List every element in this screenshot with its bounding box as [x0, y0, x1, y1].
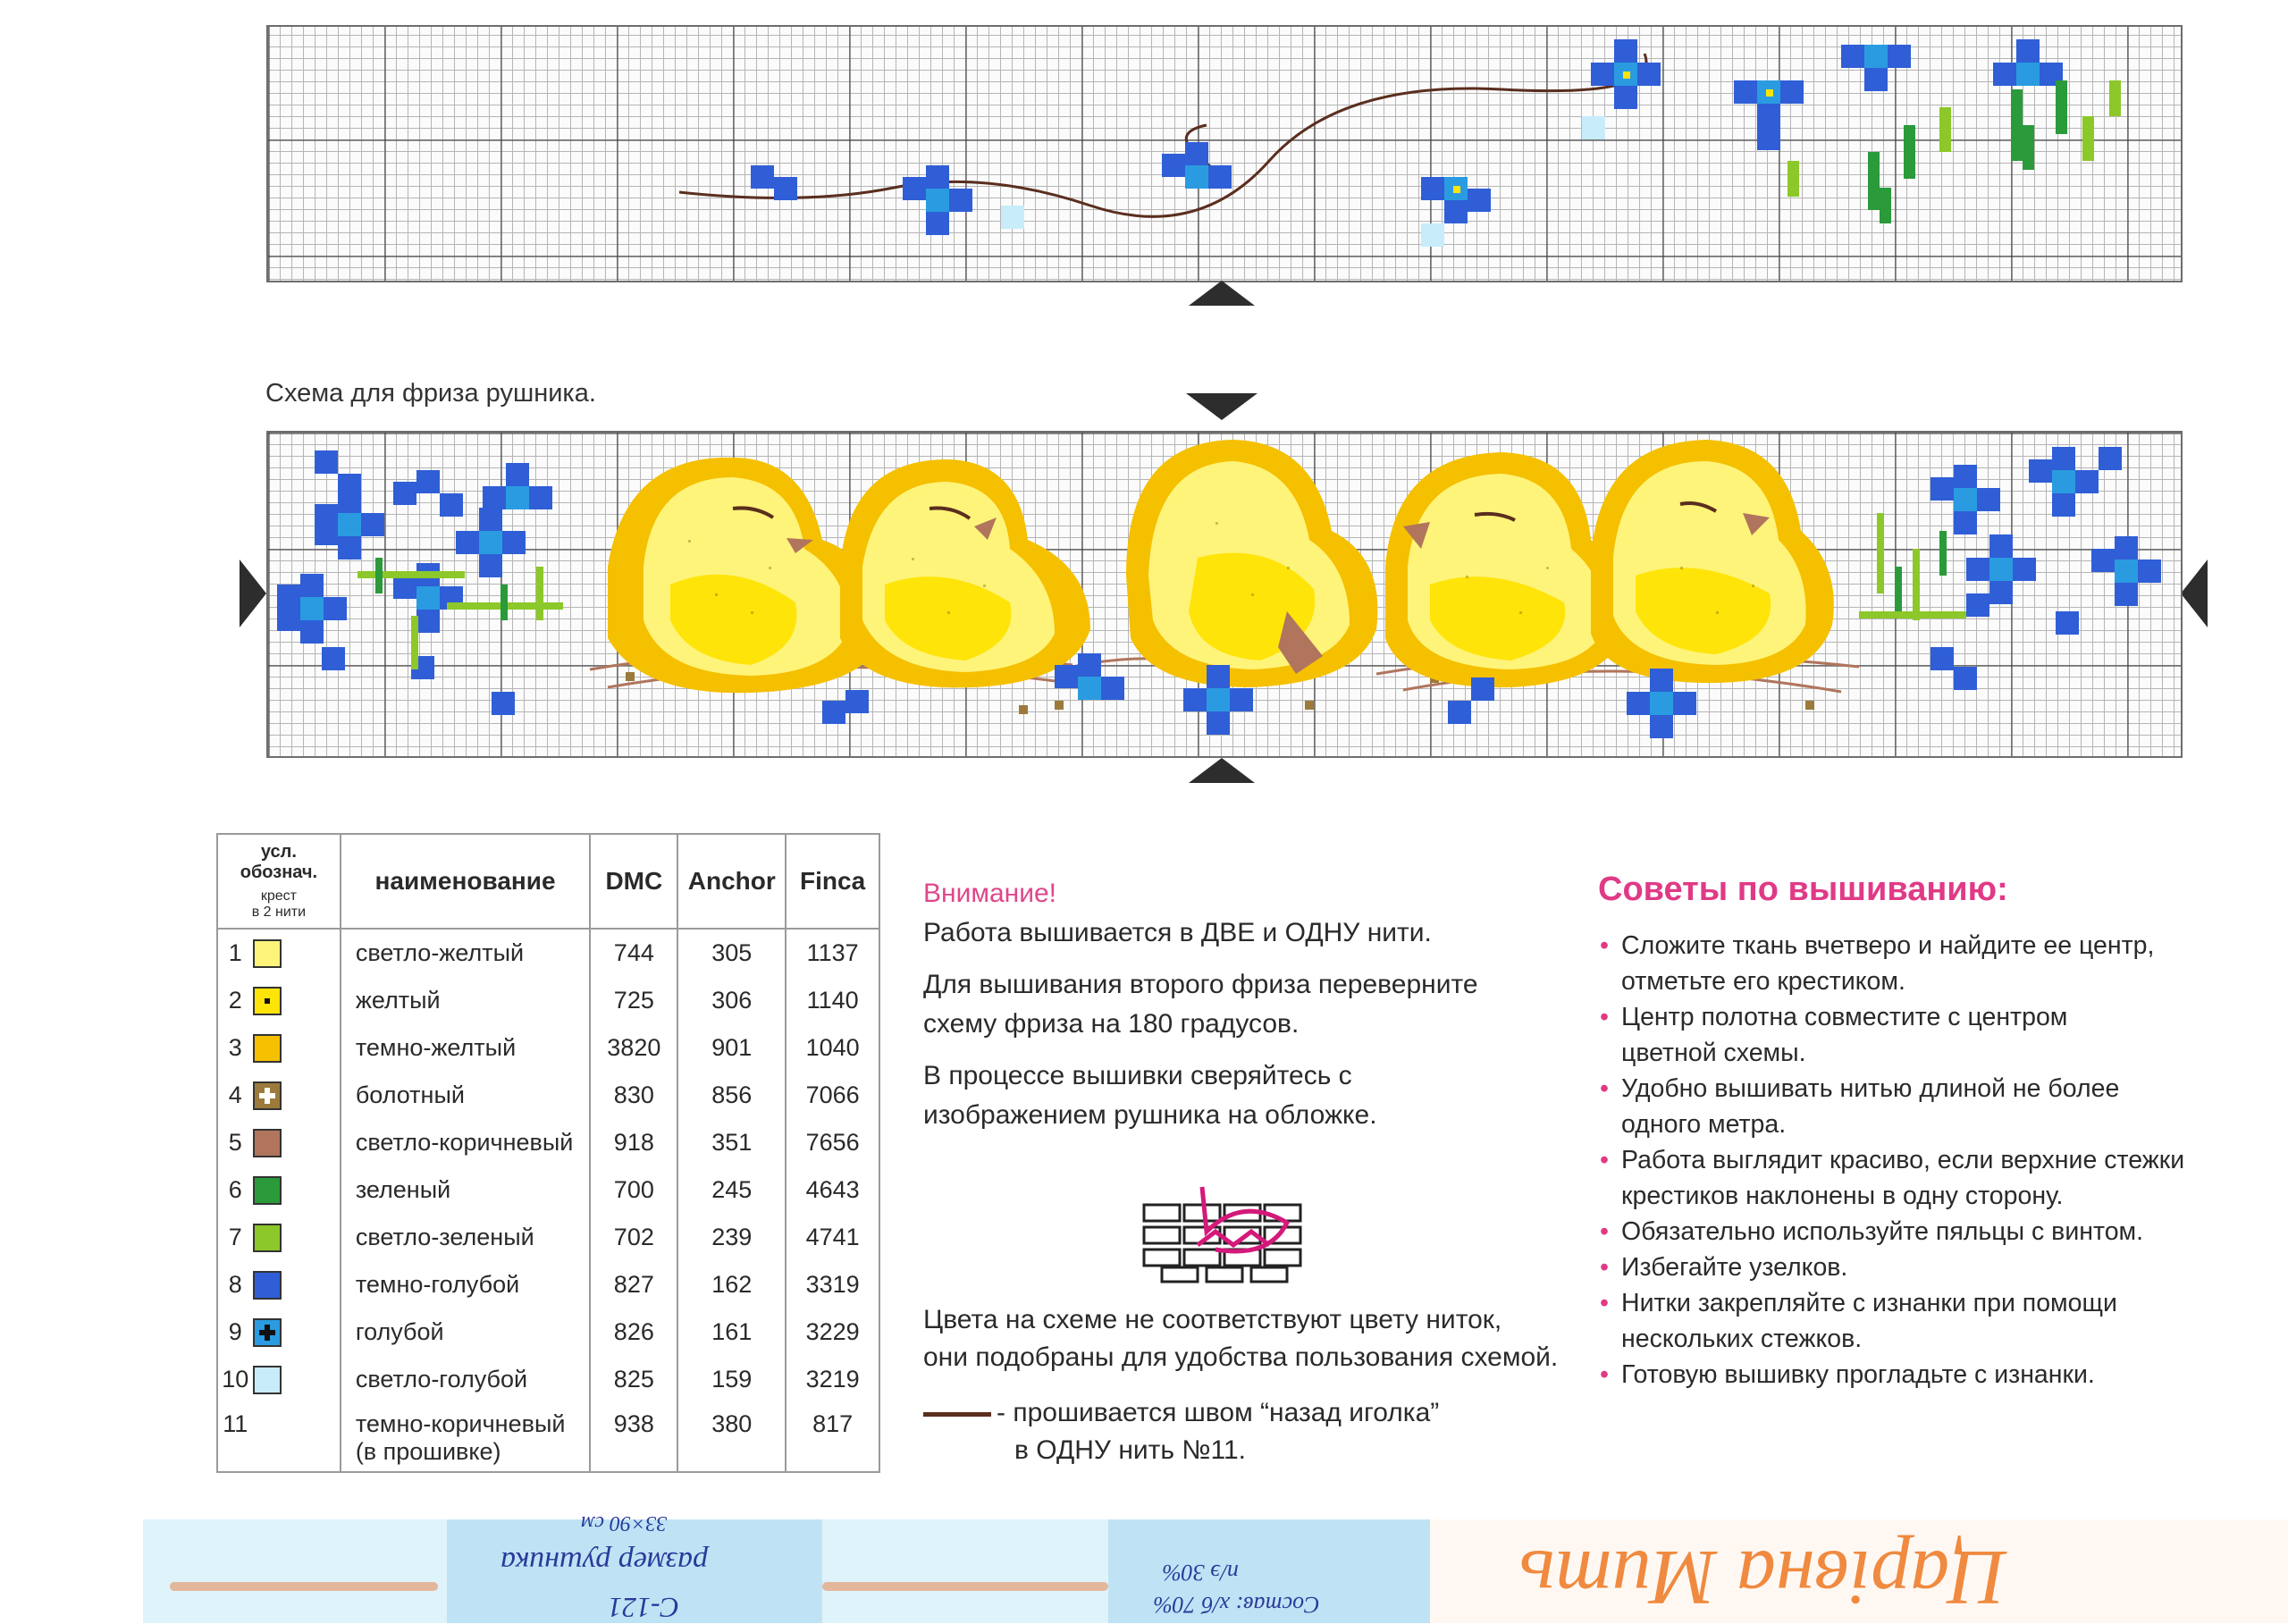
- legend-dmc: 830: [590, 1072, 677, 1119]
- center-marker-bottom: [1189, 758, 1255, 783]
- attention-p3-line2: изображением рушника на обложке.: [923, 1100, 1377, 1130]
- legend-dmc: 725: [590, 977, 677, 1024]
- attention-p2: [923, 965, 1478, 1044]
- finca-header: Finca: [786, 834, 879, 929]
- tips-title: Советы по вышиванию:: [1598, 871, 2008, 908]
- legend-finca: 3319: [786, 1261, 879, 1308]
- legend-row: [217, 1308, 879, 1356]
- cover-composition: Состав: х/б 70%: [1153, 1592, 1320, 1618]
- legend-row: [217, 1166, 879, 1214]
- legend-row: [217, 1072, 879, 1119]
- frieze-pattern-grid: [266, 431, 2183, 758]
- top-pattern-art: [268, 27, 2181, 281]
- legend-symbol: [253, 1356, 341, 1403]
- legend-dmc: 702: [590, 1214, 677, 1261]
- color-swatch: [253, 1224, 282, 1252]
- backstitch-diagram: [1135, 1178, 1314, 1285]
- legend-finca: 3219: [786, 1356, 879, 1403]
- legend-finca: 3229: [786, 1308, 879, 1356]
- anchor-header: Anchor: [677, 834, 786, 929]
- tip-item: • Удобно вышивать нитью длиной не более одного метра.: [1600, 1071, 2261, 1142]
- color-swatch: [253, 1034, 282, 1063]
- thread-legend-table: [216, 833, 880, 1473]
- legend-dmc: 825: [590, 1356, 677, 1403]
- attention-p2-line1: Для вышивания второго фриза переверните: [923, 970, 1478, 999]
- legend-symbol: [253, 1308, 341, 1356]
- backstitch-note: [923, 1394, 1439, 1469]
- legend-color-name: желтый: [341, 977, 590, 1024]
- center-marker-left: [240, 560, 266, 627]
- legend-finca: 7656: [786, 1119, 879, 1166]
- legend-dmc: 918: [590, 1119, 677, 1166]
- legend-number: 4: [228, 1081, 242, 1108]
- legend-anchor: 901: [677, 1024, 786, 1072]
- legend-finca: 7066: [786, 1072, 879, 1119]
- legend-color-name: светло-зеленый: [341, 1214, 590, 1261]
- towel-rod-right: [822, 1582, 1108, 1591]
- legend-anchor: 159: [677, 1356, 786, 1403]
- legend-number: 6: [228, 1176, 242, 1203]
- color-swatch: [253, 1318, 282, 1347]
- towel-rod-left: [170, 1582, 438, 1591]
- legend-color-name: зеленый: [341, 1166, 590, 1214]
- legend-number: 3: [228, 1034, 242, 1061]
- tip-item: • Избегайте узелков.: [1600, 1250, 2261, 1285]
- legend-anchor: 245: [677, 1166, 786, 1214]
- legend-color-name: светло-коричневый: [341, 1119, 590, 1166]
- tip-item: • Готовую вышивку прогладьте с изнанки.: [1600, 1357, 2261, 1393]
- pattern-caption: Схема для фриза рушника.: [265, 379, 596, 408]
- attention-p3-line1: В процессе вышивки сверяйтесь с: [923, 1061, 1352, 1090]
- legend-number: 5: [228, 1129, 242, 1156]
- center-marker-top: [1186, 393, 1258, 420]
- legend-symbol: [253, 1024, 341, 1072]
- legend-color-name: болотный: [341, 1072, 590, 1119]
- legend-color-name: темно-голубой: [341, 1261, 590, 1308]
- legend-dmc: 938: [590, 1403, 677, 1472]
- backstitch-note-line1: - прошивается швом “назад иголка”: [997, 1398, 1440, 1427]
- cover-brand: Царівна Мить: [1519, 1534, 2006, 1620]
- color-swatch: [253, 1081, 282, 1110]
- legend-dmc: 3820: [590, 1024, 677, 1072]
- legend-finca: 817: [786, 1403, 879, 1472]
- tips-list: [1600, 928, 2261, 1393]
- colors-note: [923, 1301, 1558, 1376]
- legend-finca: 1137: [786, 929, 879, 977]
- legend-number: 11: [223, 1410, 248, 1437]
- legend-symbol: [253, 1119, 341, 1166]
- legend-row: [217, 1261, 879, 1308]
- legend-dmc: 744: [590, 929, 677, 977]
- legend-finca: 1040: [786, 1024, 879, 1072]
- legend-number: 1: [228, 939, 242, 966]
- cover-size-value: 33×90 см: [581, 1511, 668, 1535]
- legend-row: [217, 1356, 879, 1403]
- legend-anchor: 856: [677, 1072, 786, 1119]
- legend-number: 7: [228, 1224, 242, 1250]
- legend-number: 8: [228, 1271, 242, 1298]
- legend-number: 10: [222, 1366, 249, 1393]
- legend-number: 2: [228, 987, 242, 1014]
- legend-anchor: 162: [677, 1261, 786, 1308]
- legend-finca: 1140: [786, 977, 879, 1024]
- color-swatch: [253, 1366, 282, 1394]
- legend-row: [217, 1119, 879, 1166]
- color-swatch: [253, 1271, 282, 1300]
- legend-row: [217, 1024, 879, 1072]
- colors-note-line1: Цвета на схеме не соответствуют цвету ниток,: [923, 1305, 1502, 1334]
- legend-color-name: светло-желтый: [341, 929, 590, 977]
- cover-size-label: размер рушника: [500, 1545, 708, 1578]
- attention-p1: Работа вышивается в ДВЕ и ОДНУ нити.: [923, 918, 1432, 947]
- legend-row: [217, 1214, 879, 1261]
- attention-title: Внимание!: [923, 879, 1056, 908]
- tip-item: • Сложите ткань вчетверо и найдите ее центр, отметьте его крестиком.: [1600, 928, 2261, 999]
- legend-symbol: [253, 1403, 341, 1472]
- tip-item: • Работа выглядит красиво, если верхние стежки крестиков наклонены в одну сторону.: [1600, 1142, 2261, 1214]
- legend-finca: 4643: [786, 1166, 879, 1214]
- colors-note-line2: они подобраны для удобства пользования схемой.: [923, 1342, 1559, 1372]
- tip-item: • Центр полотна совместите с центром цветной схемы.: [1600, 999, 2261, 1071]
- legend-symbol: [253, 1261, 341, 1308]
- legend-number: 9: [228, 1318, 242, 1345]
- color-swatch: [253, 987, 282, 1015]
- legend-dmc: 827: [590, 1261, 677, 1308]
- legend-symbol: [253, 1166, 341, 1214]
- legend-finca: 4741: [786, 1214, 879, 1261]
- legend-row: [217, 1403, 879, 1472]
- tip-item: • Обязательно используйте пяльцы с винтом.: [1600, 1214, 2261, 1250]
- legend-color-name: темно-коричневый (в прошивке): [341, 1403, 590, 1472]
- color-swatch: [253, 1176, 282, 1205]
- top-pattern-grid: [266, 25, 2183, 282]
- attention-block: [923, 874, 1478, 1135]
- legend-anchor: 305: [677, 929, 786, 977]
- name-header: наименование: [341, 834, 590, 929]
- legend-anchor: 239: [677, 1214, 786, 1261]
- center-marker-right: [2181, 560, 2208, 627]
- legend-row: [217, 977, 879, 1024]
- tip-item: • Нитки закрепляйте с изнанки при помощи нескольких стежков.: [1600, 1285, 2261, 1357]
- cover-composition-2: п/э 30%: [1162, 1560, 1239, 1586]
- legend-anchor: 380: [677, 1403, 786, 1472]
- cover-code: С-121: [608, 1592, 679, 1624]
- symbol-header: усл. обознач. крест в 2 нити: [217, 834, 341, 929]
- color-swatch: [253, 1129, 282, 1157]
- legend-anchor: 351: [677, 1119, 786, 1166]
- legend-color-name: голубой: [341, 1308, 590, 1356]
- legend-row: [217, 929, 879, 977]
- attention-p2-line2: схему фриза на 180 градусов.: [923, 1009, 1300, 1039]
- color-swatch: [253, 939, 282, 968]
- frieze-pattern-art: [268, 433, 2181, 756]
- backstitch-note-line2: в ОДНУ нить №11.: [1014, 1435, 1247, 1465]
- legend-symbol: [253, 977, 341, 1024]
- legend-symbol: [253, 1072, 341, 1119]
- legend-symbol: [253, 929, 341, 977]
- legend-anchor: 161: [677, 1308, 786, 1356]
- legend-dmc: 826: [590, 1308, 677, 1356]
- legend-color-name: светло-голубой: [341, 1356, 590, 1403]
- attention-p3: [923, 1056, 1478, 1135]
- dmc-header: DMC: [590, 834, 677, 929]
- center-marker-top-grid: [1189, 281, 1255, 306]
- legend-dmc: 700: [590, 1166, 677, 1214]
- legend-color-name: темно-желтый: [341, 1024, 590, 1072]
- legend-symbol: [253, 1214, 341, 1261]
- legend-anchor: 306: [677, 977, 786, 1024]
